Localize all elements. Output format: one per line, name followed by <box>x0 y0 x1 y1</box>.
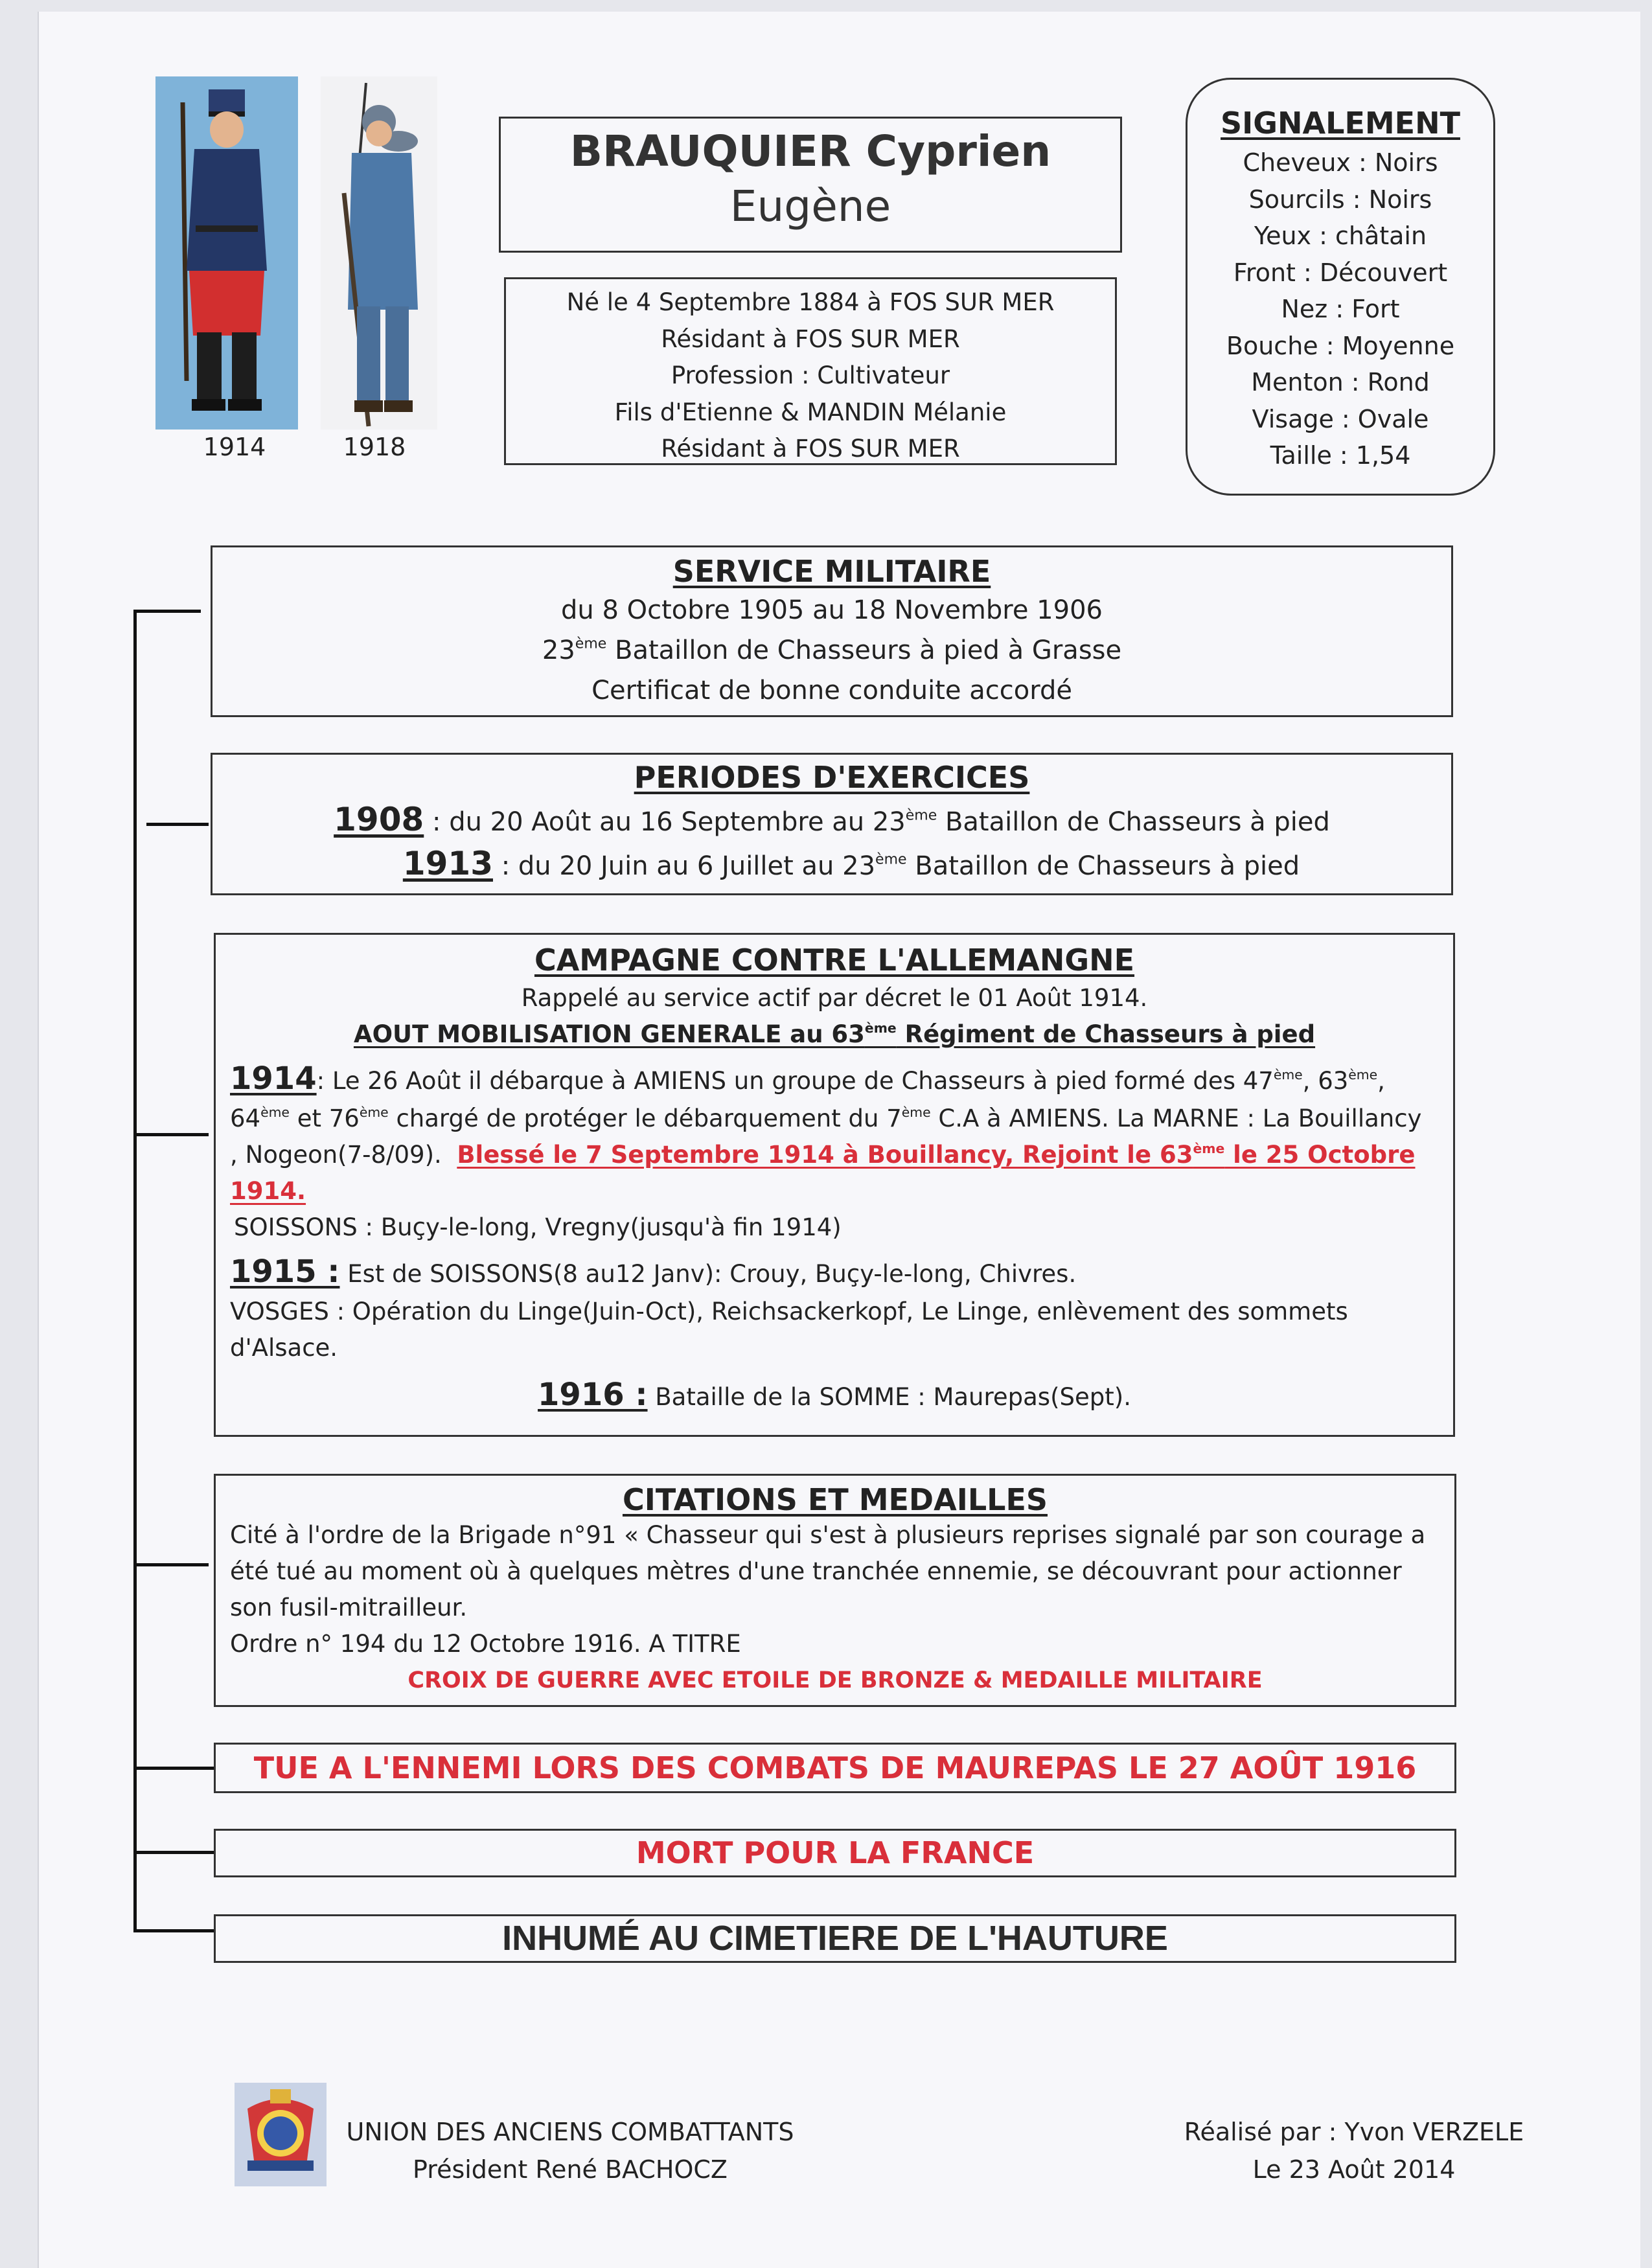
caption-1914: 1914 <box>203 433 266 461</box>
citation-line-2: été tué au moment où à quelques mètres d'une tranchée ennemie, se découvrant pour actionner <box>230 1557 1402 1585</box>
signalement-nose: Nez : Fort <box>1281 295 1400 323</box>
signalement-chin: Menton : Rond <box>1251 368 1430 396</box>
timeline-branch-periodes <box>146 823 209 826</box>
service-unit: 23ème Bataillon de Chasseurs à pied à Grasse <box>542 636 1122 665</box>
residence-line: Résidant à FOS SUR MER <box>661 325 960 353</box>
burial-banner: INHUMÉ AU CIMETIERE DE L'HAUTURE <box>214 1914 1456 1963</box>
signalement-face: Visage : Ovale <box>1252 404 1429 433</box>
death-banner: TUE A L'ENNEMI LORS DES COMBATS DE MAUREPAS LE 27 AOÛT 1916 <box>214 1743 1456 1793</box>
timeline-vertical-line <box>133 611 137 1932</box>
profession-line: Profession : Cultivateur <box>671 361 950 389</box>
service-dates: du 8 Octobre 1905 au 18 Novembre 1906 <box>561 595 1103 625</box>
citation-line-4: Ordre n° 194 du 12 Octobre 1916. A TITRE <box>230 1630 741 1658</box>
service-title: SERVICE MILITAIRE <box>672 554 991 589</box>
timeline-branch-inhume <box>133 1929 214 1932</box>
caption-1918: 1918 <box>343 433 406 461</box>
timeline-branch-mort <box>133 1851 214 1854</box>
identity-details-box <box>504 277 1117 465</box>
periodes-box <box>211 753 1453 895</box>
footer-author <box>1179 2113 1529 2188</box>
campagne-1915: 1915 : Est de SOISSONS(8 au12 Janv): Crouy, Buçy-le-long, Chivres. VOSGES : Opération du Linge(Juin-Oct), Reichsackerkopf, Le Linge, enlèvement des sommets d'Alsace. <box>230 1254 1348 1362</box>
signalement-eyes: Yeux : châtain <box>1254 222 1427 250</box>
service-militaire-box <box>211 545 1453 717</box>
soldier-name: BRAUQUIER Cyprien <box>569 126 1051 176</box>
signalement-hair: Cheveux : Noirs <box>1243 148 1438 177</box>
association-logo <box>235 2083 327 2186</box>
timeline-branch-death <box>133 1767 214 1770</box>
campagne-mobilisation: AOUT MOBILISATION GENERALE au 63ème Régiment de Chasseurs à pied <box>353 1020 1316 1048</box>
soldier-1914-image <box>155 76 298 430</box>
signalement-mouth: Bouche : Moyenne <box>1226 331 1455 360</box>
citation-line-1: Cité à l'ordre de la Brigade n°91 « Chasseur qui s'est à plusieurs reprises signalé par son courage a <box>230 1521 1426 1549</box>
birth-line: Né le 4 Septembre 1884 à FOS SUR MER <box>566 288 1055 316</box>
soldier-1918-image <box>321 76 437 430</box>
soldier-middle-name: Eugène <box>729 181 891 231</box>
mort-pour-la-france-banner: MORT POUR LA FRANCE <box>214 1829 1456 1877</box>
medal-award: CROIX DE GUERRE AVEC ETOILE DE BRONZE & MEDAILLE MILITAIRE <box>407 1667 1263 1693</box>
signalement-box <box>1186 78 1495 496</box>
citations-box <box>214 1474 1456 1707</box>
campagne-1914: 1914: Le 26 Août il débarque à AMIENS un groupe de Chasseurs à pied formé des 47ème, 63ème, 64ème et 76ème chargé de protéger le débarquement du 7ème C.A à AMIENS. La MARNE : La Bouillancy , Nogeon(7-8/09). Blessé le 7 Septembre 1914 à Bouillancy, Rejoint le 63ème le 25 Octobre 1914. SOISSONS : Buçy-le-long, Vregny(jusqu'à fin 1914) <box>230 1060 1422 1241</box>
footer-organization <box>343 2113 797 2188</box>
timeline-branch-citations <box>133 1563 209 1566</box>
parents-residence-line: Résidant à FOS SUR MER <box>661 435 960 463</box>
periode-1913: 1913 : du 20 Juin au 6 Juillet au 23ème Bataillon de Chasseurs à pied <box>402 845 1300 882</box>
signalement-eyebrows: Sourcils : Noirs <box>1248 185 1432 214</box>
service-certificate: Certificat de bonne conduite accordé <box>591 676 1072 705</box>
timeline-branch-campagne <box>133 1133 209 1136</box>
signalement-title: SIGNALEMENT <box>1221 106 1460 141</box>
author-name: Réalisé par : Yvon VERZELE <box>1184 2118 1524 2146</box>
timeline-branch-service <box>133 610 201 613</box>
campagne-box <box>214 933 1455 1437</box>
campagne-recall: Rappelé au service actif par décret le 01 Août 1914. <box>521 984 1148 1012</box>
author-date: Le 23 Août 2014 <box>1252 2155 1456 2184</box>
campagne-1916: 1916 : Bataille de la SOMME : Maurepas(Sept). <box>538 1377 1131 1413</box>
organization-president: Président René BACHOCZ <box>413 2155 728 2184</box>
citations-title: CITATIONS ET MEDAILLES <box>622 1482 1048 1517</box>
citation-line-3: son fusil-mitrailleur. <box>230 1594 468 1621</box>
periodes-title: PERIODES D'EXERCICES <box>634 760 1030 795</box>
signalement-forehead: Front : Découvert <box>1233 258 1448 287</box>
wounded-note: Blessé le 7 Septembre 1914 à Bouillancy, Rejoint le 63ème le 25 Octobre 1914. <box>230 1140 1416 1205</box>
signalement-height: Taille : 1,54 <box>1270 441 1411 470</box>
organization-name: UNION DES ANCIENS COMBATTANTS <box>346 2118 794 2146</box>
parents-line: Fils d'Etienne & MANDIN Mélanie <box>614 398 1007 426</box>
periode-1908: 1908 : du 20 Août au 16 Septembre au 23ème Bataillon de Chasseurs à pied <box>334 801 1330 838</box>
campagne-title: CAMPAGNE CONTRE L'ALLEMANGNE <box>534 943 1135 978</box>
name-box <box>499 117 1122 253</box>
